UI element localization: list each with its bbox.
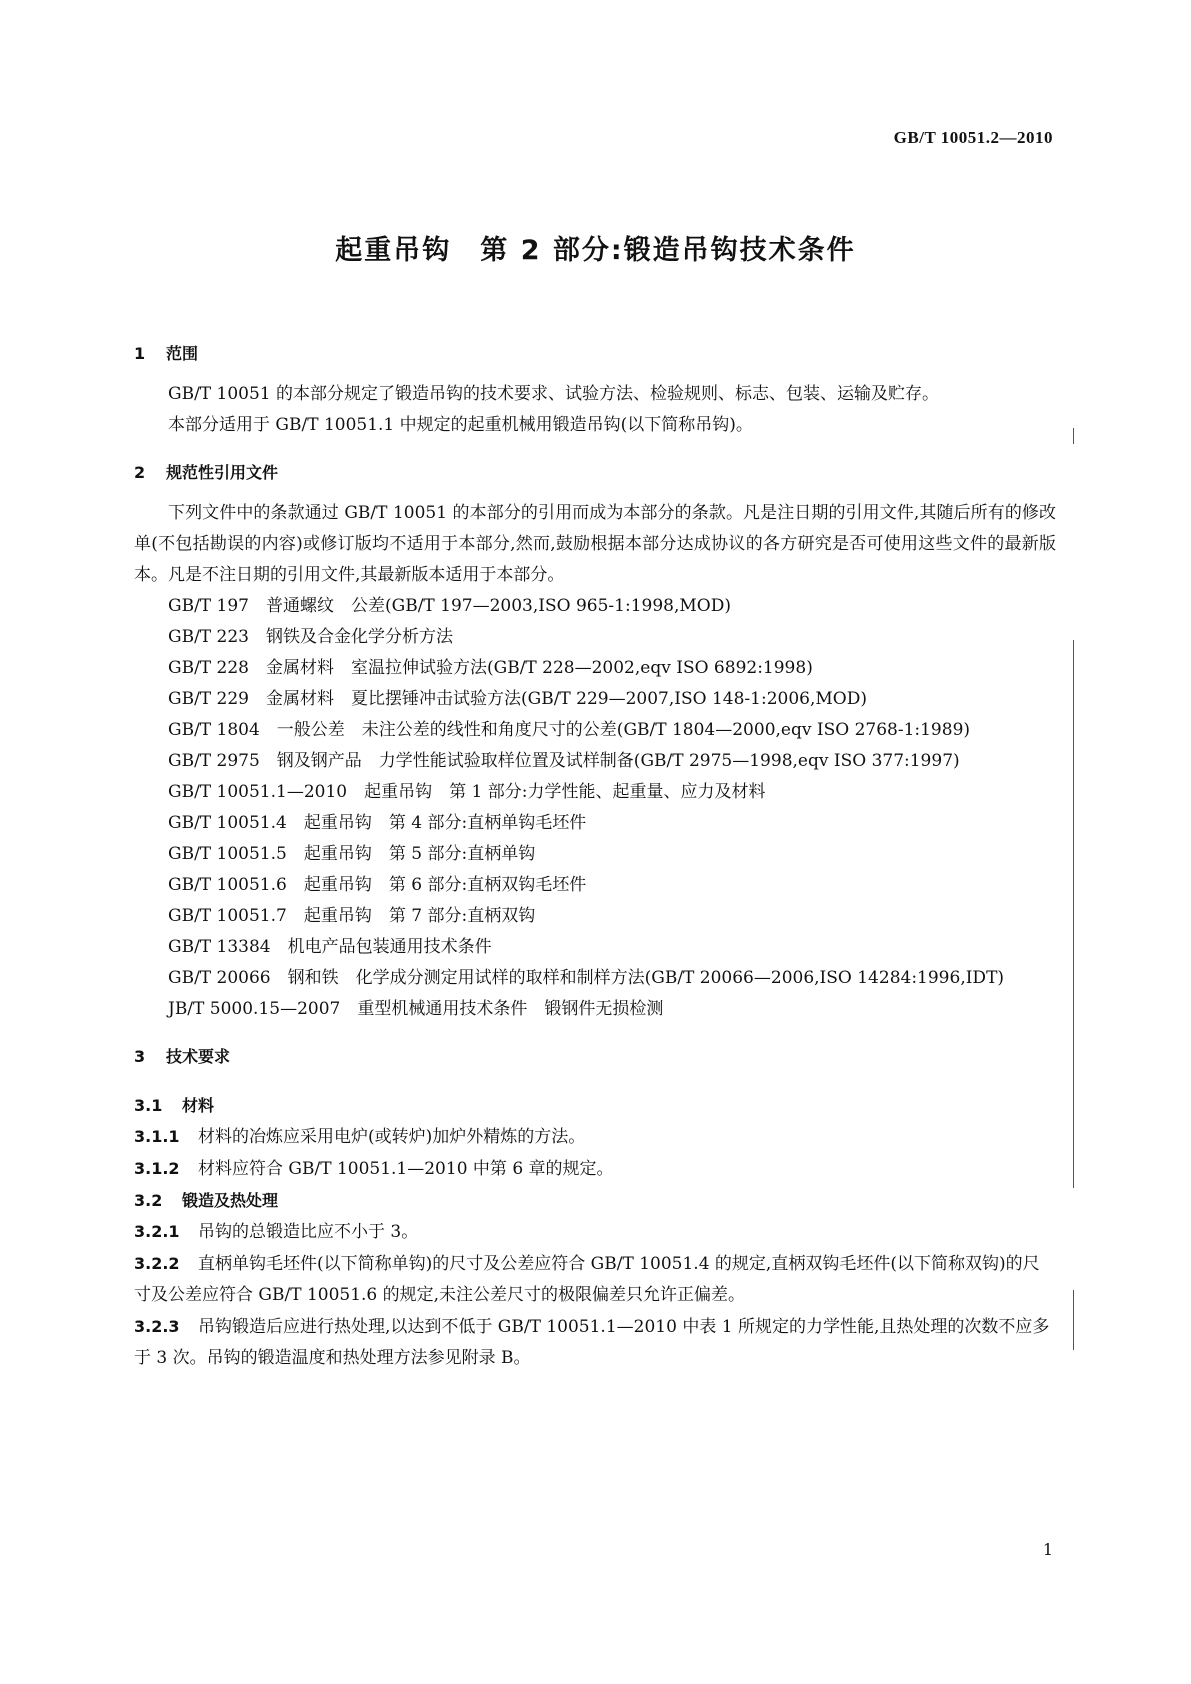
subsection-number: 3.2 xyxy=(134,1191,163,1210)
clause-3-2-1 xyxy=(134,1216,1056,1248)
scope-paragraph: 本部分适用于 GB/T 10051.1 中规定的起重机械用锻造吊钩(以下简称吊钩)。 xyxy=(168,415,753,435)
reference-item: GB/T 10051.5 起重吊钩 第 5 部分:直柄单钩 xyxy=(168,844,536,864)
reference-item: GB/T 20066 钢和铁 化学成分测定用试样的取样和制样方法(GB/T 20066—2006,ISO 14284:1996,IDT) xyxy=(168,968,1005,988)
reference-item: JB/T 5000.15—2007 重型机械通用技术条件 锻钢件无损检测 xyxy=(168,999,664,1019)
section-title: 范围 xyxy=(166,344,199,363)
revision-bar xyxy=(1073,428,1074,444)
clause-text: 吊钩锻造后应进行热处理,以达到不低于 GB/T 10051.1—2010 中表 1 所规定的力学性能,且热处理的次数不应多于 3 次。吊钩的锻造温度和热处理方法参见附录 B。 xyxy=(134,1317,1050,1368)
clause-text: 材料的冶炼应采用电炉(或转炉)加炉外精炼的方法。 xyxy=(198,1127,586,1147)
scope-paragraph: GB/T 10051 的本部分规定了锻造吊钩的技术要求、试验方法、检验规则、标志、包装、运输及贮存。 xyxy=(168,384,940,404)
section-title: 规范性引用文件 xyxy=(166,463,279,482)
section-number: 1 xyxy=(134,344,146,363)
subsection-3-1-heading xyxy=(134,1090,1056,1121)
reference-item: GB/T 10051.4 起重吊钩 第 4 部分:直柄单钩毛坯件 xyxy=(168,813,587,833)
references-intro: 下列文件中的条款通过 GB/T 10051 的本部分的引用而成为本部分的条款。凡是注日期的引用文件,其随后所有的修改单(不包括勘误的内容)或修订版均不适用于本部分,然而,鼓励根据本部分达成协议的各方研究是否可使用这些文件的最新版本。凡是不注日期的引用文件,其最新版本适用于本部分。 xyxy=(134,503,1056,585)
clause-text: 材料应符合 GB/T 10051.1—2010 中第 6 章的规定。 xyxy=(198,1159,614,1179)
subsection-title: 锻造及热处理 xyxy=(182,1191,279,1210)
revision-bar xyxy=(1073,640,1074,1188)
document-title: 起重吊钩 第 2 部分:锻造吊钩技术条件 xyxy=(335,235,856,266)
clause-number: 3.2.2 xyxy=(134,1254,180,1273)
clause-3-1-1 xyxy=(134,1121,1056,1153)
reference-item: GB/T 197 普通螺纹 公差(GB/T 197—2003,ISO 965-1:1998,MOD) xyxy=(168,596,731,616)
subsection-number: 3.1 xyxy=(134,1096,163,1115)
clause-number: 3.1.1 xyxy=(134,1127,180,1146)
subsection-title: 材料 xyxy=(182,1096,215,1115)
clause-3-2-3 xyxy=(134,1311,1056,1374)
clause-3-2-2 xyxy=(134,1248,1056,1311)
clause-3-1-2 xyxy=(134,1153,1056,1185)
reference-item: GB/T 229 金属材料 夏比摆锤冲击试验方法(GB/T 229—2007,ISO 148-1:2006,MOD) xyxy=(168,689,867,709)
reference-item: GB/T 10051.6 起重吊钩 第 6 部分:直柄双钩毛坯件 xyxy=(168,875,587,895)
section-number: 3 xyxy=(134,1047,146,1066)
document-body xyxy=(134,338,1056,1374)
clause-number: 3.2.3 xyxy=(134,1317,180,1336)
reference-list xyxy=(134,591,1056,1025)
reference-item: GB/T 2975 钢及钢产品 力学性能试验取样位置及试样制备(GB/T 2975—1998,eqv ISO 377:1997) xyxy=(168,751,960,771)
section-3-heading xyxy=(134,1041,1056,1072)
reference-item: GB/T 223 钢铁及合金化学分析方法 xyxy=(168,627,453,647)
clause-number: 3.2.1 xyxy=(134,1222,180,1241)
subsection-3-2-heading xyxy=(134,1185,1056,1216)
section-title: 技术要求 xyxy=(166,1047,231,1066)
reference-item: GB/T 10051.7 起重吊钩 第 7 部分:直柄双钩 xyxy=(168,906,536,926)
clause-text: 直柄单钩毛坯件(以下简称单钩)的尺寸及公差应符合 GB/T 10051.4 的规定,直柄双钩毛坯件(以下简称双钩)的尺寸及公差应符合 GB/T 10051.6 的规定,未注公差尺寸的极限偏差只允许正偏差。 xyxy=(134,1254,1040,1305)
standard-number: GB/T 10051.2—2010 xyxy=(893,128,1053,147)
revision-bar xyxy=(1073,1290,1074,1350)
clause-text: 吊钩的总锻造比应不小于 3。 xyxy=(198,1222,419,1242)
section-number: 2 xyxy=(134,463,146,482)
reference-item: GB/T 1804 一般公差 未注公差的线性和角度尺寸的公差(GB/T 1804—2000,eqv ISO 2768-1:1989) xyxy=(168,720,971,740)
clause-number: 3.1.2 xyxy=(134,1159,180,1178)
section-1-heading xyxy=(134,338,1056,369)
section-2-heading xyxy=(134,457,1056,488)
page-number: 1 xyxy=(1042,1540,1053,1559)
reference-item: GB/T 228 金属材料 室温拉伸试验方法(GB/T 228—2002,eqv ISO 6892:1998) xyxy=(168,658,813,678)
reference-item: GB/T 13384 机电产品包装通用技术条件 xyxy=(168,937,492,957)
reference-item: GB/T 10051.1—2010 起重吊钩 第 1 部分:力学性能、起重量、应力及材料 xyxy=(168,782,766,802)
